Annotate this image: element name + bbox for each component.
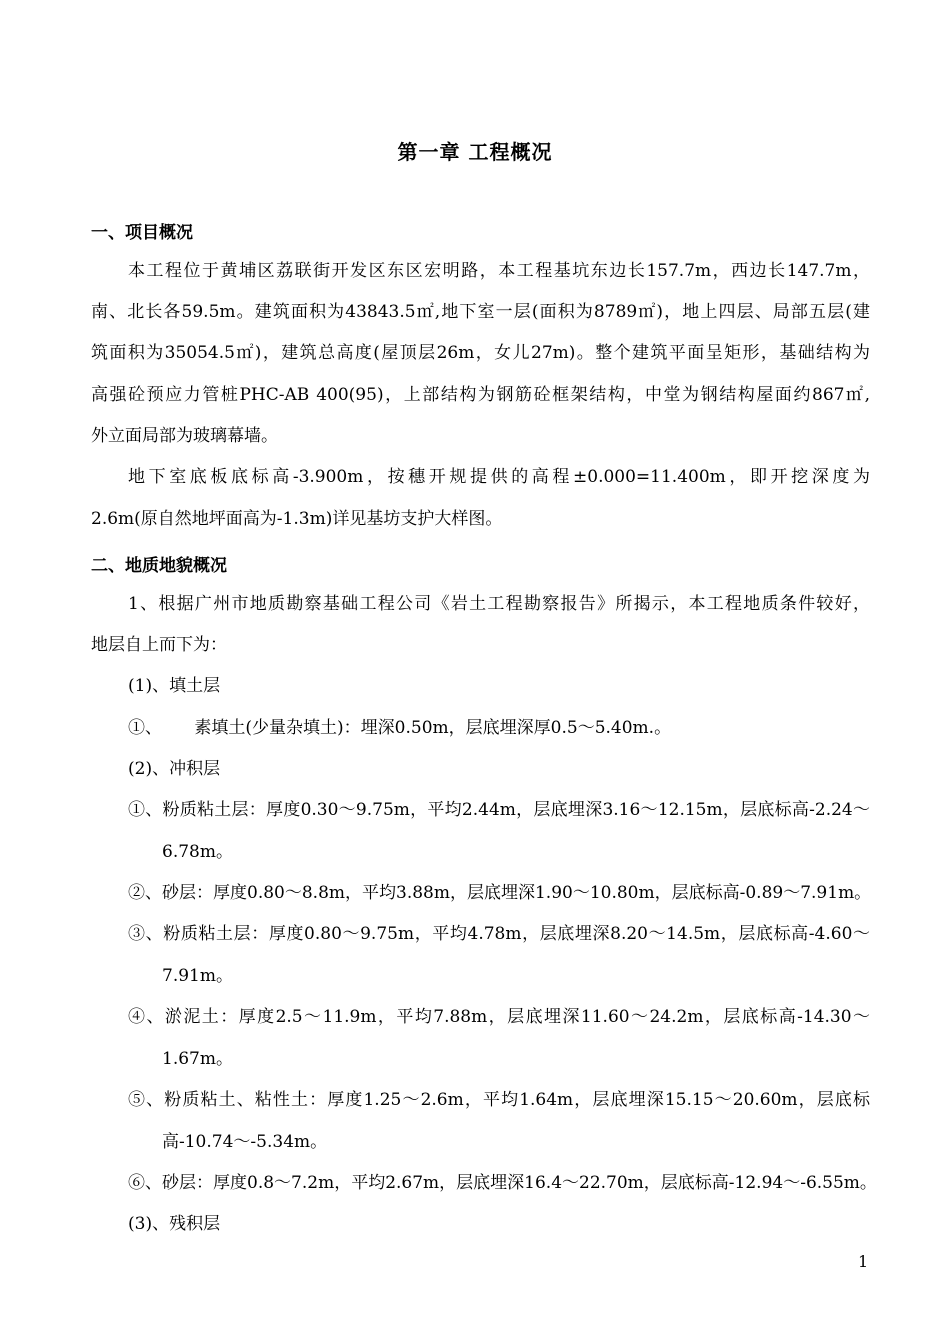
section-heading-project: 一、项目概况 xyxy=(91,223,193,243)
layer-item-5b: 高-10.74～-5.34m。 xyxy=(162,1132,328,1152)
layer-item-6: ⑥、砂层：厚度0.8～7.2m，平均2.67m，层底埋深16.4～22.70m，层底标高-12.94～-6.55m。 xyxy=(128,1173,877,1193)
geology-intro-line2: 地层自上而下为： xyxy=(91,635,227,655)
layer-item-1b: 6.78m。 xyxy=(162,842,233,862)
layer-item-4a: ④、淤泥土：厚度2.5～11.9m，平均7.88m，层底埋深11.60～24.2m，层底标高-14.30～ xyxy=(128,1007,870,1027)
para1-line3: 筑面积为35054.5㎡)，建筑总高度(屋顶层26m，女儿27m)。整个建筑平面呈矩形，基础结构为 xyxy=(91,343,870,363)
section-heading-geology: 二、地质地貌概况 xyxy=(91,556,227,576)
layer-item-4b: 1.67m。 xyxy=(162,1049,233,1069)
chapter-title: 第一章 工程概况 xyxy=(397,140,553,164)
para1-line4: 高强砼预应力管桩PHC-AB 400(95)，上部结构为钢筋砼框架结构，中堂为钢结构屋面约867㎡, xyxy=(91,385,870,405)
fill-layer-item: ①、 素填土(少量杂填土)：埋深0.50m，层底埋深厚0.5～5.40m.。 xyxy=(128,718,672,738)
para1-line2: 南、北长各59.5m。建筑面积为43843.5㎡,地下室一层(面积为8789㎡)，地上四层、局部五层(建 xyxy=(91,302,870,322)
alluvial-layer-heading: (2)、冲积层 xyxy=(128,759,221,779)
fill-layer-heading: (1)、填土层 xyxy=(128,676,221,696)
geology-intro-line1: 1、根据广州市地质勘察基础工程公司《岩土工程勘察报告》所揭示，本工程地质条件较好， xyxy=(128,594,870,614)
layer-item-3a: ③、粉质粘土层：厚度0.80～9.75m，平均4.78m，层底埋深8.20～14.5m，层底标高-4.60～ xyxy=(128,924,870,944)
layer-item-3b: 7.91m。 xyxy=(162,966,233,986)
page-number: 1 xyxy=(858,1252,869,1271)
layer-item-5a: ⑤、粉质粘土、粘性土：厚度1.25～2.6m，平均1.64m，层底埋深15.15～20.60m，层底标 xyxy=(128,1090,870,1110)
para1-line5: 外立面局部为玻璃幕墙。 xyxy=(91,426,278,446)
residual-layer-heading: (3)、残积层 xyxy=(128,1214,221,1234)
layer-item-2: ②、砂层：厚度0.80～8.8m，平均3.88m，层底埋深1.90～10.80m，层底标高-0.89～7.91m。 xyxy=(128,883,872,903)
layer-item-1a: ①、粉质粘土层：厚度0.30～9.75m，平均2.44m，层底埋深3.16～12.15m，层底标高-2.24～ xyxy=(128,800,870,820)
para1-line1: 本工程位于黄埔区荔联街开发区东区宏明路，本工程基坑东边长157.7m，西边长147.7m， xyxy=(128,261,870,281)
para2-line1: 地下室底板底标高-3.900m，按穗开规提供的高程±0.000=11.400m，即开挖深度为 xyxy=(128,467,870,487)
para2-line2: 2.6m(原自然地坪面高为-1.3m)详见基坊支护大样图。 xyxy=(91,509,503,529)
